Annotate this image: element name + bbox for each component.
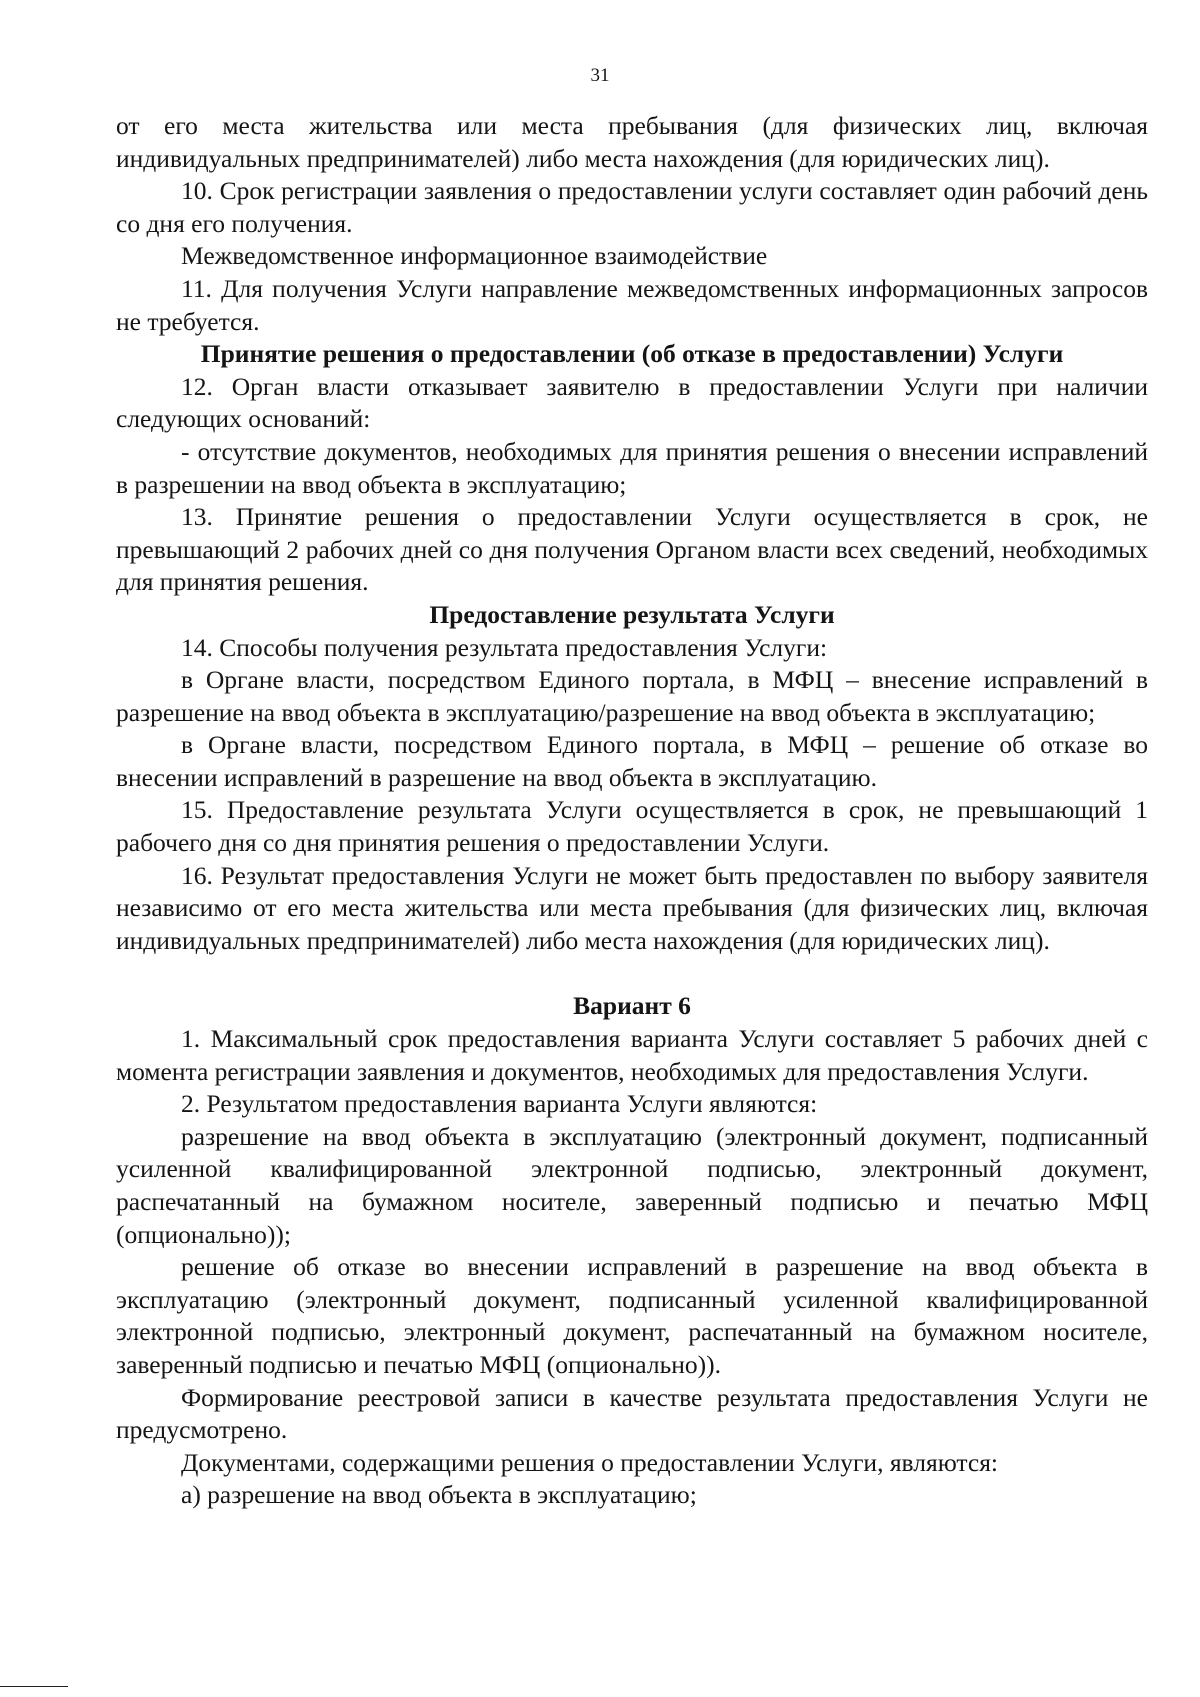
paragraph-result-permit: разрешение на ввод объекта в эксплуатацию (электронный документ, подписанный усиленной квалифицированной электронной подписью, электронный документ, распечатанный на бумажном носителе, заверенный подписью и печатью МФЦ (опционально));	[116, 1121, 1148, 1249]
paragraph-item-12: 12. Орган власти отказывает заявителю в предоставлении Услуги при наличии следующих оснований:	[116, 371, 1148, 434]
paragraph-item-13: 13. Принятие решения о предоставлении Услуги осуществляется в срок, не превышающий 2 рабочих дней со дня получения Органом власти всех сведений, необходимых для принятия решения.	[116, 502, 1148, 597]
paragraph-result-method-2: в Органе власти, посредством Единого портала, в МФЦ – решение об отказе во внесении исправлений в разрешение на ввод объекта в эксплуатацию.	[116, 730, 1148, 792]
paragraph-item-10: 10. Срок регистрации заявления о предоставлении услуги составляет один рабочий день со дня его получения.	[116, 176, 1148, 238]
paragraph-item-15: 15. Предоставление результата Услуги осуществляется в срок, не превышающий 1 рабочего дня со дня принятия решения о предоставлении Услуги.	[116, 795, 1148, 858]
paragraph-variant-item-1: 1. Максимальный срок предоставления варианта Услуги составляет 5 рабочих дней с момента регистрации заявления и документов, необходимых для предоставления Услуги.	[116, 1024, 1148, 1086]
section-heading-result: Предоставление результата Услуги	[429, 599, 835, 629]
paragraph-result-method-1: в Органе власти, посредством Единого портала, в МФЦ – внесение исправлений в разрешение на ввод объекта в эксплуатацию/разрешение на ввод объекта в эксплуатацию;	[116, 665, 1148, 727]
paragraph-item-14: 14. Способы получения результата предоставления Услуги:	[181, 632, 828, 662]
section-heading-decision: Принятие решения о предоставлении (об отказе в предоставлении) Услуги	[200, 339, 1064, 369]
document-body	[116, 110, 1148, 1512]
section-gap	[116, 957, 1148, 990]
page-number: 31	[590, 65, 610, 86]
paragraph-subheading-interagency: Межведомственное информационное взаимодействие	[181, 241, 768, 271]
section-heading-variant-6: Вариант 6	[573, 991, 691, 1021]
paragraph-document-a: а) разрешение на ввод объекта в эксплуатацию;	[181, 1480, 697, 1510]
paragraph-variant-item-2: 2. Результатом предоставления варианта Услуги являются:	[181, 1089, 818, 1119]
paragraph-item-16: 16. Результат предоставления Услуги не может быть предоставлен по выбору заявителя независимо от его места жительства или места пребывания (для физических лиц, включая индивидуальных предпринимателей) либо места нахождения (для юридических лиц).	[116, 860, 1148, 955]
paragraph-item-11: 11. Для получения Услуги направление межведомственных информационных запросов не требуется.	[116, 273, 1148, 336]
paragraph-result-refusal: решение об отказе во внесении исправлений в разрешение на ввод объекта в эксплуатацию (электронный документ, подписанный усиленной квалифицированной электронной подписью, электронный документ, распечатанный на бумажном носителе, заверенный подписью и печатью МФЦ (опционально)).	[116, 1252, 1148, 1379]
paragraph-refusal-ground: - отсутствие документов, необходимых для принятия решения о внесении исправлений в разрешении на ввод объекта в эксплуатацию;	[116, 436, 1148, 499]
footnote-rule	[0, 1686, 68, 1687]
paragraph-registry-record: Формирование реестровой записи в качестве результата предоставления Услуги не предусмотрено.	[116, 1382, 1148, 1445]
paragraph-decision-documents: Документами, содержащими решения о предоставлении Услуги, являются:	[181, 1447, 999, 1477]
paragraph-continuation: от его места жительства или места пребывания (для физических лиц, включая индивидуальных предпринимателей) либо места нахождения (для юридических лиц).	[116, 111, 1148, 173]
